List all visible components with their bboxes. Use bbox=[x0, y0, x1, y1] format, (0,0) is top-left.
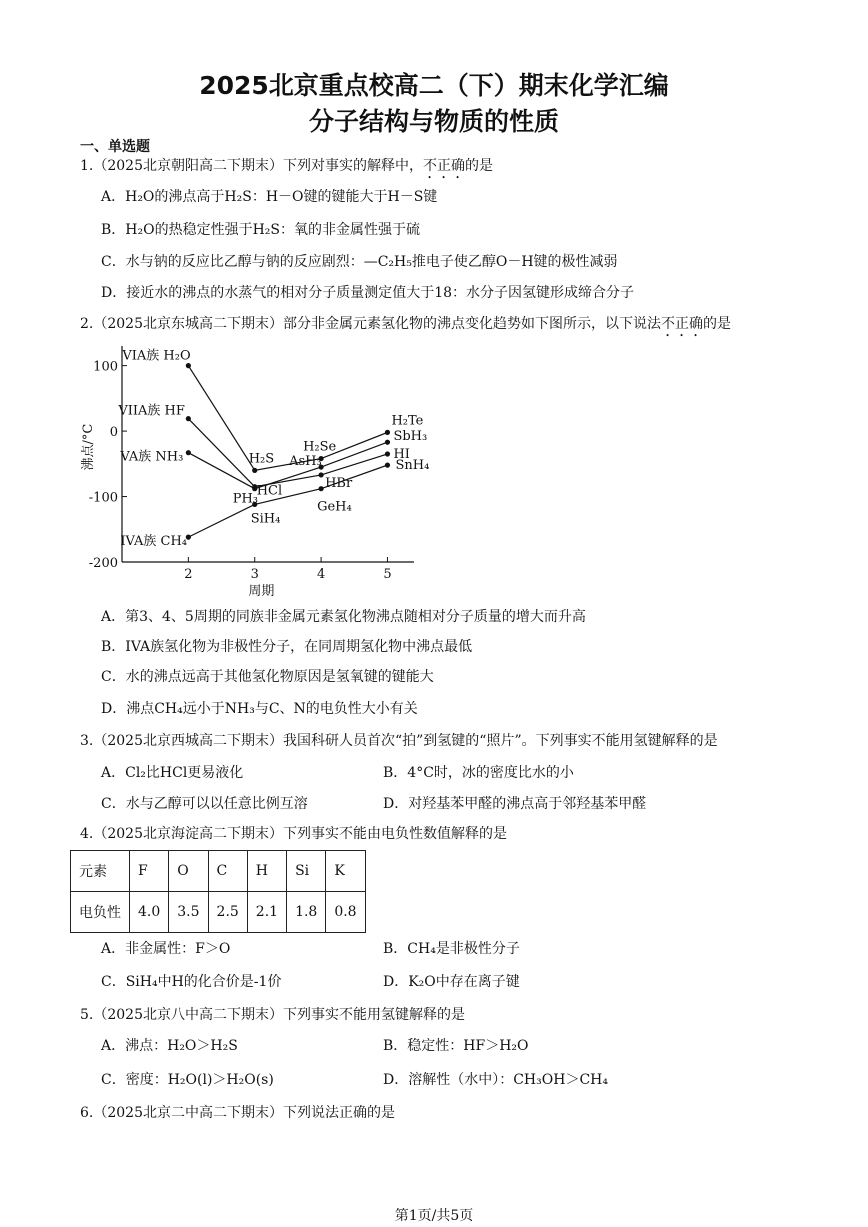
data-label: HI bbox=[393, 447, 410, 462]
question-5-option-d[interactable]: D．溶解性（水中）：CH₃OH＞CH₄ bbox=[383, 1072, 608, 1088]
question-1-option-a[interactable]: A．H₂O的沸点高于H₂S：H－O键的键能大于H－S键 bbox=[101, 189, 438, 205]
table-cell: 4.0 bbox=[130, 892, 169, 933]
question-1-option-b[interactable]: B．H₂O的热稳定性强于H₂S：氧的非金属性强于硫 bbox=[101, 222, 420, 238]
question-1-option-d[interactable]: D．接近水的沸点的水蒸气的相对分子质量测定值大于18：水分子因氢键形成缔合分子 bbox=[101, 285, 635, 301]
data-label: GeH₄ bbox=[317, 499, 352, 515]
table-row bbox=[71, 851, 366, 892]
table-cell: F bbox=[130, 851, 169, 892]
data-point bbox=[186, 450, 191, 455]
table-row bbox=[71, 892, 366, 933]
table-cell: 1.8 bbox=[287, 892, 326, 933]
y-axis-label: 沸点/°C bbox=[81, 423, 96, 471]
question-5-option-a[interactable]: A．沸点：H₂O＞H₂S bbox=[101, 1038, 238, 1054]
data-point bbox=[186, 416, 191, 421]
data-point bbox=[252, 468, 257, 473]
x-axis-label: 周期 bbox=[248, 584, 275, 599]
question-2-stem bbox=[80, 313, 731, 340]
question-4-option-b[interactable]: B．CH₄是非极性分子 bbox=[383, 941, 520, 957]
question-2-stem-pre: 2.（2025北京东城高二下期末）部分非金属元素氢化物的沸点变化趋势如下图所示，以下说法 bbox=[80, 316, 661, 332]
data-label: H₂S bbox=[248, 451, 275, 467]
page-subtitle: 分子结构与物质的性质 bbox=[308, 107, 559, 136]
page-footer: 第1页/共5页 bbox=[394, 1208, 474, 1224]
question-4-stem: 4.（2025北京海淀高二下期末）下列事实不能由电负性数值解释的是 bbox=[80, 826, 507, 842]
x-tick-label: 5 bbox=[383, 567, 392, 582]
y-tick-label: -200 bbox=[88, 556, 118, 571]
question-1-option-c[interactable]: C．水与钠的反应比乙醇与钠的反应剧烈：—C₂H₅推电子使乙醇O－H键的极性减弱 bbox=[101, 254, 618, 270]
series-line-1 bbox=[188, 366, 387, 471]
x-tick-label: 3 bbox=[250, 567, 259, 582]
table-cell: H bbox=[247, 851, 286, 892]
data-label: IVA族 CH₄ bbox=[120, 534, 188, 550]
table-cell: Si bbox=[287, 851, 326, 892]
question-2-emphasis: 不正确 bbox=[660, 316, 703, 332]
series-line-4 bbox=[188, 465, 387, 537]
data-label: SnH₄ bbox=[395, 458, 430, 474]
data-label: VA族 NH₃ bbox=[120, 449, 184, 465]
question-1-stem-pre: 1.（2025北京朝阳高二下期末）下列对事实的解释中， bbox=[80, 158, 423, 174]
table-cell: 元素 bbox=[71, 851, 130, 892]
question-4-option-c[interactable]: C．SiH₄中H的化合价是-1价 bbox=[101, 974, 282, 990]
electronegativity-table bbox=[70, 850, 366, 933]
question-2-option-a[interactable]: A．第3、4、5周期的同族非金属元素氢化物沸点随相对分子质量的增大而升高 bbox=[101, 609, 586, 625]
question-3-stem: 3.（2025北京西城高二下期末）我国科研人员首次“拍”到氢键的“照片”。下列事实不能用氢键解释的是 bbox=[80, 733, 718, 749]
question-3-option-b[interactable]: B．4°C时，冰的密度比水的小 bbox=[383, 765, 574, 781]
question-2-option-d[interactable]: D．沸点CH₄远小于NH₃与C、N的电负性大小有关 bbox=[101, 701, 418, 717]
data-label: VIA族 H₂O bbox=[122, 348, 191, 364]
page-title: 2025北京重点校高二（下）期末化学汇编 bbox=[199, 71, 669, 100]
x-tick-label: 2 bbox=[184, 567, 193, 582]
table-cell: 3.5 bbox=[169, 892, 208, 933]
question-5-stem: 5.（2025北京八中高二下期末）下列事实不能用氢键解释的是 bbox=[80, 1007, 465, 1023]
data-label: HCl bbox=[256, 483, 283, 499]
question-2-stem-post: 的是 bbox=[702, 316, 731, 332]
question-1-stem-post: 的是 bbox=[465, 158, 493, 174]
question-4-option-a[interactable]: A．非金属性：F＞O bbox=[101, 941, 231, 957]
y-tick-label: 100 bbox=[93, 359, 118, 375]
table-cell: K bbox=[326, 851, 365, 892]
y-tick-label: -100 bbox=[88, 490, 118, 506]
data-label: SbH₃ bbox=[393, 429, 428, 445]
question-4-option-d[interactable]: D．K₂O中存在离子键 bbox=[383, 974, 520, 990]
y-tick-label: 0 bbox=[109, 425, 118, 441]
data-point bbox=[385, 430, 390, 435]
data-point bbox=[385, 440, 390, 445]
question-2-option-c[interactable]: C．水的沸点远高于其他氢化物原因是氢氧键的键能大 bbox=[101, 669, 434, 685]
question-5-option-c[interactable]: C．密度：H₂O(l)＞H₂O(s) bbox=[101, 1072, 274, 1088]
table-cell: 电负性 bbox=[71, 892, 130, 933]
table-cell: 2.1 bbox=[247, 892, 286, 933]
table-cell: C bbox=[208, 851, 247, 892]
question-3-option-c[interactable]: C．水与乙醇可以以任意比例互溶 bbox=[101, 796, 308, 812]
data-label: PH₃ bbox=[232, 491, 259, 507]
chart-series-lines bbox=[188, 366, 387, 537]
section-heading: 一、单选题 bbox=[80, 139, 150, 155]
question-3-option-a[interactable]: A．Cl₂比HCl更易液化 bbox=[101, 765, 244, 781]
data-point bbox=[186, 363, 191, 368]
data-label: AsH₃ bbox=[289, 454, 322, 470]
question-1-stem bbox=[80, 155, 493, 182]
data-label: H₂Te bbox=[391, 413, 424, 429]
data-label: VIIA族 HF bbox=[118, 403, 185, 419]
chart-axes bbox=[80, 346, 414, 599]
question-5-option-b[interactable]: B．稳定性：HF＞H₂O bbox=[383, 1038, 529, 1054]
question-6-stem: 6.（2025北京二中高二下期末）下列说法正确的是 bbox=[80, 1105, 395, 1121]
data-point bbox=[318, 486, 323, 491]
data-label: SiH₄ bbox=[250, 511, 281, 527]
data-label: HBr bbox=[325, 475, 353, 491]
series-line-2 bbox=[188, 419, 387, 487]
data-point bbox=[385, 451, 390, 456]
data-point bbox=[318, 472, 323, 477]
table-cell: 0.8 bbox=[326, 892, 365, 933]
x-tick-label: 4 bbox=[316, 567, 326, 582]
question-3-option-d[interactable]: D．对羟基苯甲醛的沸点高于邻羟基苯甲醛 bbox=[383, 796, 647, 812]
boiling-point-chart bbox=[78, 338, 438, 600]
table-cell: 2.5 bbox=[208, 892, 247, 933]
table-cell: O bbox=[169, 851, 208, 892]
chart-points bbox=[186, 363, 390, 540]
data-point bbox=[385, 463, 390, 468]
question-2-option-b[interactable]: B．IVA族氢化物为非极性分子，在同周期氢化物中沸点最低 bbox=[101, 639, 473, 655]
chart-point-labels bbox=[117, 349, 429, 549]
data-label: H₂Se bbox=[303, 439, 337, 455]
question-1-emphasis: 不正确 bbox=[423, 158, 465, 174]
